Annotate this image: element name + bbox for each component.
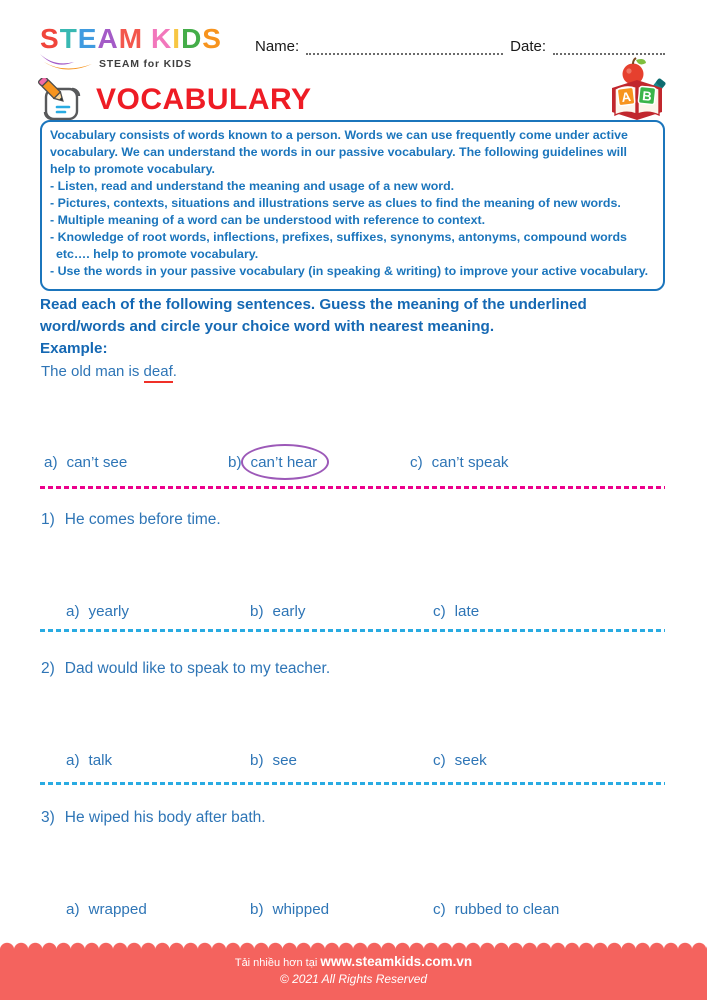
separator-dashed-blue (40, 782, 665, 785)
option-label: a) (44, 454, 58, 471)
example-sentence (41, 363, 177, 380)
logo-letter: M (118, 23, 144, 54)
question-2 (41, 660, 661, 678)
question-number: 3) (41, 809, 55, 826)
option-text: seek (454, 752, 487, 769)
title-row (38, 78, 312, 122)
separator-dashed-pink (40, 486, 665, 489)
example-sentence-suffix: . (172, 363, 177, 380)
logo-text (40, 25, 222, 53)
intro-bullet: - Use the words in your passive vocabulary (in speaking & writing) to improve your active vocabulary. (50, 263, 649, 278)
option-label: b) (250, 752, 264, 769)
option-text: can’t hear (250, 454, 318, 471)
date-label: Date: (510, 38, 546, 55)
option-text: yearly (88, 603, 130, 620)
option-text: see (272, 752, 298, 769)
option-label: b) (250, 603, 264, 620)
option-label: b) (250, 901, 264, 918)
intro-bullet: - Multiple meaning of a word can be understood with reference to context. (50, 212, 486, 227)
question-1-option-a[interactable] (66, 603, 129, 620)
option-text: can’t speak (431, 454, 509, 471)
question-number: 1) (41, 511, 55, 528)
intro-bullet: - Listen, read and understand the meaning and usage of a new word. (50, 178, 455, 193)
option-label: c) (433, 901, 446, 918)
svg-text:A: A (620, 88, 632, 106)
footer-text-prefix: Tải nhiều hơn tại (234, 957, 321, 969)
name-input-line[interactable] (306, 40, 503, 55)
question-3-options-row (40, 893, 665, 927)
question-text: He comes before time. (64, 511, 221, 528)
question-1-option-c[interactable] (433, 603, 479, 620)
example-sentence-prefix: The old man is (41, 363, 144, 380)
intro-paragraph: Vocabulary consists of words known to a person. Words we can use frequently come under active vocabulary. We can understand the words in our passive vocabulary. The following guidelines will help to promote vocabulary. (50, 128, 628, 176)
steam-kids-logo (40, 23, 222, 70)
option-text: late (454, 603, 480, 620)
option-text: whipped (272, 901, 330, 918)
instructions-text: Read each of the following sentences. Guess the meaning of the underlined word/words and circle your choice word with nearest meaning. (40, 296, 587, 335)
question-1 (41, 511, 661, 529)
footer (0, 938, 707, 1000)
question-number: 2) (41, 660, 55, 677)
question-3-option-a[interactable] (66, 901, 147, 918)
option-label: c) (410, 454, 423, 471)
logo-letter: S (40, 23, 60, 54)
question-3-option-c[interactable] (433, 901, 559, 918)
question-1-options-row (40, 595, 665, 629)
question-text: Dad would like to speak to my teacher. (64, 660, 331, 677)
separator-dashed-blue (40, 629, 665, 632)
footer-download-line (0, 954, 707, 969)
example-option-a[interactable] (44, 454, 127, 471)
instructions (40, 294, 644, 360)
question-2-option-b[interactable] (250, 752, 297, 769)
footer-website-url: www.steamkids.com.vn (320, 954, 473, 969)
question-2-options-row (40, 744, 665, 778)
logo-letter: A (97, 23, 119, 54)
intro-box (40, 120, 665, 291)
option-label: a) (66, 603, 80, 620)
logo-letter: D (181, 23, 203, 54)
example-options-row (40, 446, 665, 480)
option-label: a) (66, 901, 80, 918)
example-option-b[interactable] (228, 454, 317, 471)
name-date-row (255, 38, 665, 55)
option-label: a) (66, 752, 80, 769)
intro-bullet: - Knowledge of root words, inflections, prefixes, suffixes, synonyms, antonyms, compound words etc…. help to promote vocabulary. (50, 229, 627, 261)
question-2-option-c[interactable] (433, 752, 487, 769)
abc-book-icon (606, 56, 668, 122)
question-2-option-a[interactable] (66, 752, 112, 769)
footer-copyright: © 2021 All Rights Reserved (279, 972, 428, 986)
logo-swoosh-icon (38, 53, 108, 71)
logo-letter: T (59, 23, 78, 54)
example-option-c[interactable] (410, 454, 508, 471)
footer-body (0, 950, 707, 1000)
question-3 (41, 809, 661, 827)
option-text: rubbed to clean (454, 901, 560, 918)
logo-letter: S (202, 23, 222, 54)
footer-scallop-edge (0, 938, 707, 950)
logo-letter: I (172, 23, 182, 54)
option-text: early (272, 603, 306, 620)
page-title: VOCABULARY (96, 83, 312, 116)
logo-tagline: STEAM for KIDS (99, 58, 192, 70)
option-text: talk (88, 752, 113, 769)
option-label: c) (433, 603, 446, 620)
option-text: can’t see (66, 454, 128, 471)
pencil-scroll-icon (38, 78, 86, 122)
question-text: He wiped his body after bath. (64, 809, 266, 826)
intro-bullet: - Pictures, contexts, situations and illustrations serve as clues to find the meaning of new words. (50, 195, 621, 210)
example-underlined-word: deaf (144, 363, 173, 383)
option-label: b) (228, 454, 242, 471)
name-label: Name: (255, 38, 300, 55)
date-input-line[interactable] (553, 40, 665, 55)
question-1-option-b[interactable] (250, 603, 305, 620)
logo-letter: K (151, 23, 173, 54)
option-label: c) (433, 752, 446, 769)
logo-letter: E (77, 23, 98, 54)
option-text: wrapped (88, 901, 147, 918)
svg-text:B: B (641, 88, 653, 104)
example-label: Example: (40, 340, 108, 358)
question-3-option-b[interactable] (250, 901, 329, 918)
answer-circle-icon (241, 444, 330, 480)
